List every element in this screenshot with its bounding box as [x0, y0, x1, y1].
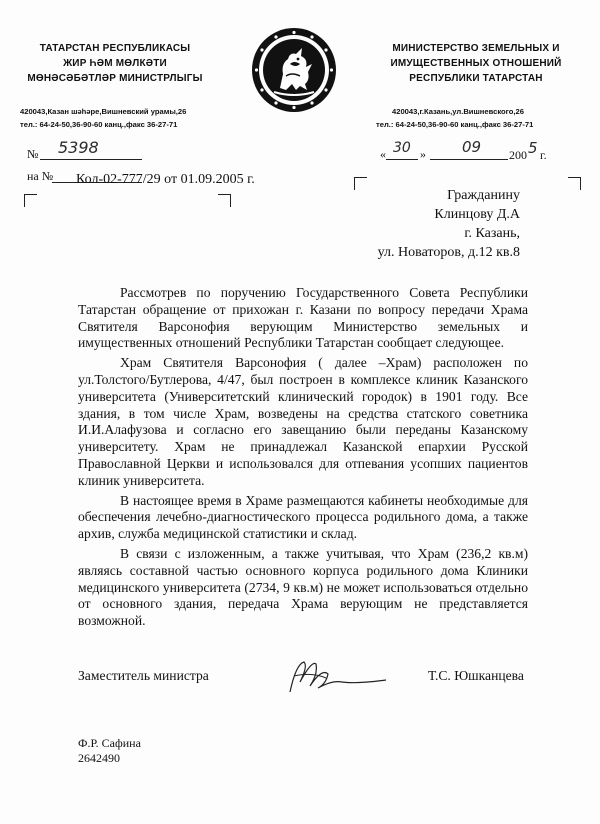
corner-mark-top-left-2: [354, 177, 367, 190]
reference-number: Кол-02-777/29 от 01.09.2005 г.: [76, 172, 255, 187]
letter-body: [78, 285, 528, 633]
date-quote-close: »: [420, 147, 426, 161]
signatory-title: Заместитель министра: [78, 668, 209, 683]
date-year-suffix: 5: [528, 139, 538, 157]
header-left-phones: тел.: 64-24-50,36-90-60 канц.,факс 36-27-71: [20, 120, 178, 129]
signatory-name: Т.С. Юшканцева: [428, 668, 524, 683]
header-right-phones: тел.: 64-24-50,36-90-60 канц.,факс 36-27-71: [376, 120, 534, 129]
date-day: 30: [393, 140, 411, 156]
date-year-prefix: 200: [509, 148, 527, 162]
body-paragraph-2: Храм Святителя Варсонофия ( далее –Храм) расположен по ул.Толстого/Бутлерова, 4/47, был построен в комплексе клиник Казанского университета (Университетский клинический городок) в 1901 году. Все здания, в том числе Храм, возведены на средства статского советника И.И.Алафузова и согласно его завещанию были переданы Казанскому университету. Храм не принадлежал Казанской епархии Русской Православной Церкви и использовался для отпевания усопших пациентов клиник университета.: [78, 355, 528, 488]
executor-phone: 2642490: [78, 751, 120, 765]
header-left-line-2: ЖИР ҺӘМ МӨЛКӘТИ: [63, 58, 167, 69]
date-year-end: г.: [540, 148, 547, 162]
corner-mark-top-right: [218, 194, 231, 207]
addressee-line-2: Клинцову Д.А: [434, 207, 520, 222]
corner-mark-top-left: [24, 194, 37, 207]
header-left-tatar: [12, 41, 218, 86]
handwritten-signature: [282, 656, 392, 700]
date-month: 09: [462, 138, 482, 156]
addressee-block: [378, 186, 520, 262]
header-right-address: 420043,г.Казань,ул.Вишневского,26: [392, 107, 524, 116]
executor-name: Ф.Р. Сафина: [78, 736, 141, 750]
registration-number: 5398: [58, 138, 99, 157]
executor-block: [78, 736, 141, 766]
header-left-address: 420043,Казан шәһәре,Вишневский урамы,26: [20, 107, 187, 116]
header-left-line-3: МӨНӘСӘБӘТЛӘР МИНИСТРЛЫГЫ: [27, 73, 203, 84]
body-paragraph-3: В настоящее время в Храме размещаются кабинеты необходимые для обеспечения лечебно-диагностического процесса родильного дома, а также архив, служба медицинской статистики и склад.: [78, 492, 528, 542]
addressee-line-3: г. Казань,: [464, 226, 520, 241]
addressee-line-1: Гражданину: [447, 188, 520, 203]
header-right-line-3: РЕСПУБЛИКИ ТАТАРСТАН: [409, 73, 543, 84]
header-right-russian: [366, 41, 586, 86]
corner-mark-top-right-2: [568, 177, 581, 190]
number-label: №: [27, 147, 39, 161]
date-month-underline: [430, 159, 508, 160]
date-quote-open: «: [380, 147, 386, 161]
number-underline: [40, 159, 142, 160]
body-paragraph-1: Рассмотрев по поручению Государственного Совета Республики Татарстан обращение от прихожан г. Казани по вопросу передачи Храма Святителя Варсонофия верующим Министерство земельных и имущественных отношений Республики Татарстан сообщает следующее.: [78, 285, 528, 351]
header-right-line-2: ИМУЩЕСТВЕННЫХ ОТНОШЕНИЙ: [390, 58, 562, 69]
date-day-underline: [386, 159, 418, 160]
ref-label: на №: [27, 169, 54, 183]
coat-of-arms-icon: [250, 26, 338, 114]
body-paragraph-4: В связи с изложенным, а также учитывая, что Храм (236,2 кв.м) являясь составной частью основного корпуса родильного дома Клиники медицинского университета (2734, 9 кв.м) не может использоваться отдельно от основного здания, передача Храма верующим не представляется возможной.: [78, 545, 528, 629]
header-left-line-1: ТАТАРСТАН РЕСПУБЛИКАСЫ: [39, 43, 191, 54]
header-right-line-1: МИНИСТЕРСТВО ЗЕМЕЛЬНЫХ И: [392, 43, 560, 54]
addressee-line-4: ул. Новаторов, д.12 кв.8: [377, 245, 520, 260]
